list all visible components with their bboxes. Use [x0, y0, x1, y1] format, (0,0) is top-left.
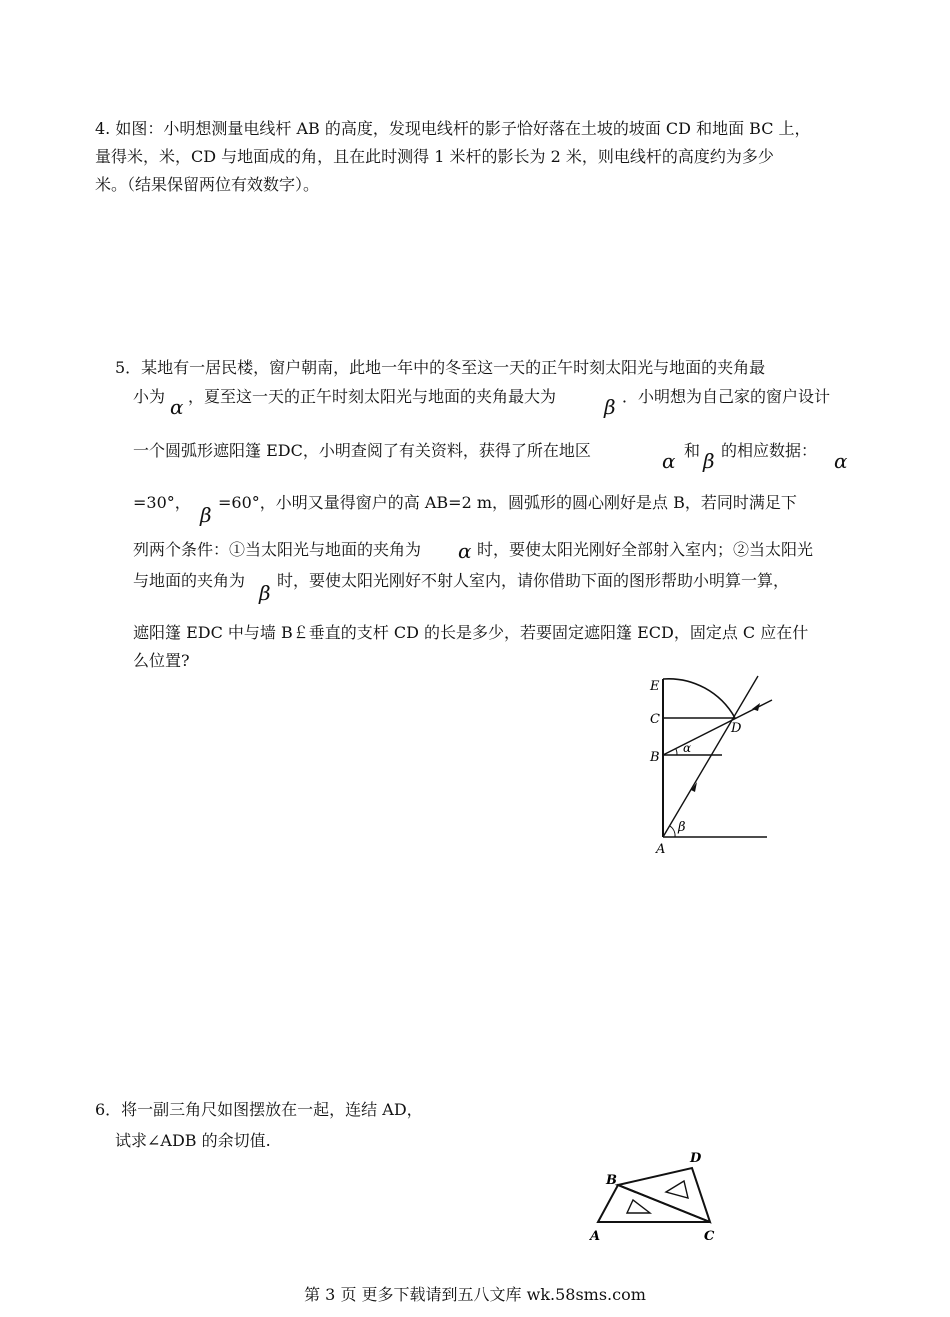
fig5-label-E: E — [650, 679, 660, 694]
q5-beta-symbol-4: β — [259, 581, 271, 605]
q5-alpha-symbol-2: α — [662, 449, 676, 473]
fig6-label-B: B — [606, 1173, 617, 1188]
q6-line-1: 6．将一副三角尺如图摆放在一起，连结 AD， — [95, 1100, 423, 1119]
q6-figure — [585, 1145, 725, 1245]
fig5-label-D: D — [731, 721, 742, 736]
fig5-label-beta: β — [678, 820, 686, 835]
fig5-label-B: B — [650, 750, 660, 765]
q5-alpha-symbol: α — [170, 395, 184, 419]
q5-line-1: 5．某地有一居民楼，窗户朝南，此地一年中的冬至这一天的正午时刻太阳光与地面的夹角最 — [115, 358, 766, 377]
q5-line-2a: 小为 — [133, 387, 166, 406]
q5-line-6a: 与地面的夹角为 — [133, 571, 246, 590]
q4-line-2: 量得米，米，CD 与地面成的角，且在此时测得 1 米杆的影长为 2 米，则电线杆的高度约为多少 — [95, 147, 774, 166]
fig5-label-A: A — [656, 842, 666, 857]
fig6-label-A: A — [590, 1229, 601, 1244]
q6-line-2: 试求∠ADB 的余切值. — [115, 1131, 271, 1150]
fig6-label-C: C — [704, 1229, 715, 1244]
page-footer: 第 3 页 更多下载请到五八文库 wk.58sms.com — [304, 1285, 646, 1304]
q5-line-5b: 时，要使太阳光刚好全部射入室内；②当太阳光 — [477, 540, 814, 559]
q5-beta-symbol-2: β — [703, 449, 715, 473]
q5-line-4b: =60°，小明又量得窗户的高 AB=2 m，圆弧形的圆心刚好是点 B，若同时满足下 — [218, 493, 797, 512]
q5-beta-symbol-3: β — [200, 503, 212, 527]
q5-line-5a: 列两个条件：①当太阳光与地面的夹角为 — [133, 540, 422, 559]
q5-line-8: 么位置? — [133, 651, 190, 670]
fig5-label-alpha: α — [683, 741, 692, 755]
q5-alpha-symbol-4: α — [458, 539, 472, 563]
q4-line-3: 米。（结果保留两位有效数字）。 — [95, 175, 320, 194]
q5-figure — [640, 670, 780, 860]
q5-line-7: 遮阳篷 EDC 中与墙 B￡垂直的支杆 CD 的长是多少，若要固定遮阳篷 ECD，固定点 C 应在什 — [133, 623, 809, 642]
q5-line-4a: =30°， — [133, 493, 191, 512]
q5-line-6b: 时，要使太阳光刚好不射人室内，请你借助下面的图形帮助小明算一算， — [277, 571, 790, 590]
fig6-label-D: D — [690, 1151, 702, 1166]
q4-line-1: 4. 如图：小明想测量电线杆 AB 的高度，发现电线杆的影子恰好落在土坡的坡面 CD 和地面 BC 上， — [95, 119, 811, 138]
q5-alpha-symbol-3: α — [834, 449, 848, 473]
q5-beta-symbol: β — [604, 395, 616, 419]
q5-line-3b: 和 — [684, 441, 701, 460]
q5-line-3c: 的相应数据： — [721, 441, 818, 460]
q5-line-2b: ，夏至这一天的正午时刻太阳光与地面的夹角最大为 — [188, 387, 557, 406]
q5-line-2c: ．小明想为自己家的窗户设计 — [622, 387, 831, 406]
fig5-label-C: C — [650, 712, 660, 727]
q5-line-3a: 一个圆弧形遮阳篷 EDC，小明查阅了有关资料，获得了所在地区 — [133, 441, 591, 460]
